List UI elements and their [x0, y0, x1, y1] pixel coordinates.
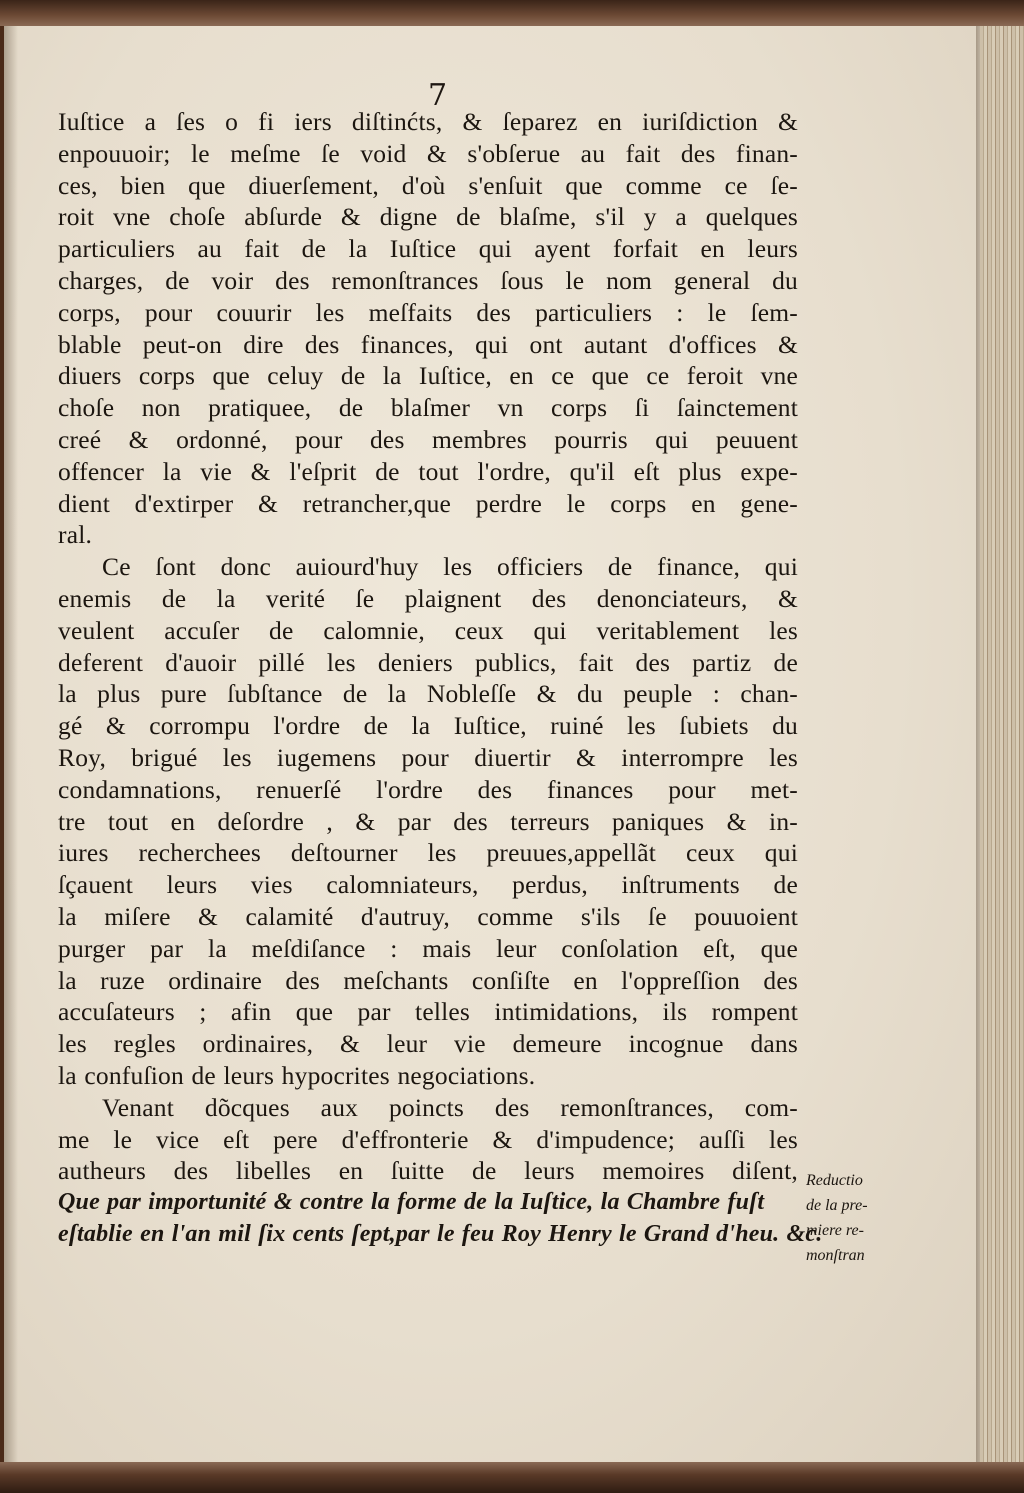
body-text: [58, 106, 823, 1251]
text-line: purger par la meſdiſance : mais leur conſolation eſt, que: [58, 933, 798, 963]
text-line: Venant dõcques aux poincts des remonſtrances, com-: [102, 1092, 798, 1122]
text-line: roit vne choſe abſurde & digne de blaſme, s'il y a quelques: [58, 202, 798, 232]
text-line: la miſere & calamité d'autruy, comme s'ils ſe pouuoient: [58, 901, 798, 931]
text-line: la ruze ordinaire des meſchants conſiſte en l'oppreſſion des: [58, 965, 798, 995]
text-line: Roy, brigué les iugemens pour diuertir & interrompre les: [58, 742, 798, 772]
margin-note-line: de la pre-: [806, 1197, 868, 1214]
text-line: la confuſion de leurs hypocrites negociations.: [58, 1060, 536, 1090]
margin-note: [806, 1168, 876, 1268]
text-line: offencer la vie & l'eſprit de tout l'ordre, qu'il eſt plus expe-: [58, 456, 798, 486]
text-line: Iuſtice a ſes o fi iers diſtinćts, & ſeparez en iuriſdiction &: [58, 107, 798, 136]
text-line: enpouuoir; le meſme ſe void & s'obſerue au fait des finan-: [58, 138, 798, 168]
margin-note-line: miere re-: [806, 1222, 864, 1239]
text-line: autheurs des libelles en ſuitte de leurs memoires diſent,: [58, 1156, 798, 1186]
text-line: enemis de la verité ſe plaignent des denonciateurs, &: [58, 583, 798, 613]
text-line: choſe non pratiquee, de blaſmer vn corps ſi ſainctement: [58, 393, 798, 423]
text-line: accuſateurs ; afin que par telles intimidations, ils rompent: [58, 997, 798, 1027]
text-line: ral.: [58, 520, 93, 550]
margin-note-line: Reductio: [806, 1172, 863, 1189]
text-line: les regles ordinaires, & leur vie demeure incognue dans: [58, 1029, 798, 1059]
gutter-shadow: [4, 26, 18, 1462]
text-line: corps, pour couurir les meſfaits des particuliers : le ſem-: [58, 297, 798, 327]
text-line: condamnations, renuerſé l'ordre des finances pour met-: [58, 774, 798, 804]
text-line: deferent d'auoir pillé les deniers publics, fait des partiz de: [58, 647, 798, 677]
quoted-line: Que par importunité & contre la forme de la Iuſtice, la Chambre fuſt: [58, 1189, 765, 1216]
text-line: diuers corps que celuy de la Iuſtice, en ce que ce feroit vne: [58, 361, 798, 391]
text-line: Ce ſont donc auiourd'huy les officiers de finance, qui: [102, 552, 798, 582]
text-line: creé & ordonné, pour des membres pourris qui peuuent: [58, 424, 798, 454]
page-number: 7: [428, 78, 448, 113]
text-line: iures recherchees deſtourner les preuues,appellãt ceux qui: [58, 838, 798, 868]
quoted-line: eſtablie en l'an mil ſix cents ſept,par le feu Roy Henry le Grand d'heu. &c.: [58, 1220, 823, 1247]
text-line: tre tout en deſordre , & par des terreurs paniques & in-: [58, 806, 798, 836]
text-line: la plus pure ſubſtance de la Nobleſſe & du peuple : chan-: [58, 679, 798, 709]
text-line: blable peut-on dire des finances, qui ont autant d'offices &: [58, 329, 798, 359]
page-stack-edge: [980, 26, 1024, 1462]
text-line: ſçauent leurs vies calomniateurs, perdus, inſtruments de: [58, 870, 798, 900]
text-line: gé & corrompu l'ordre de la Iuſtice, ruiné les ſubiets du: [58, 711, 798, 741]
text-line: veulent accuſer de calomnie, ceux qui veritablement les: [58, 615, 798, 645]
margin-note-line: monſtran: [806, 1247, 865, 1264]
binding-edge-top: [0, 0, 1024, 26]
binding-edge-bottom: [0, 1462, 1024, 1493]
text-line: dient d'extirper & retrancher,que perdre le corps en gene-: [58, 488, 798, 518]
text-line: charges, de voir des remonſtrances ſous le nom general du: [58, 265, 798, 295]
text-line: particuliers au fait de la Iuſtice qui ayent forfait en leurs: [58, 234, 798, 264]
text-line: me le vice eſt pere d'effronterie & d'impudence; auſſi les: [58, 1124, 798, 1154]
text-line: ces, bien que diuerſement, d'où s'enſuit que comme ce ſe-: [58, 170, 798, 200]
